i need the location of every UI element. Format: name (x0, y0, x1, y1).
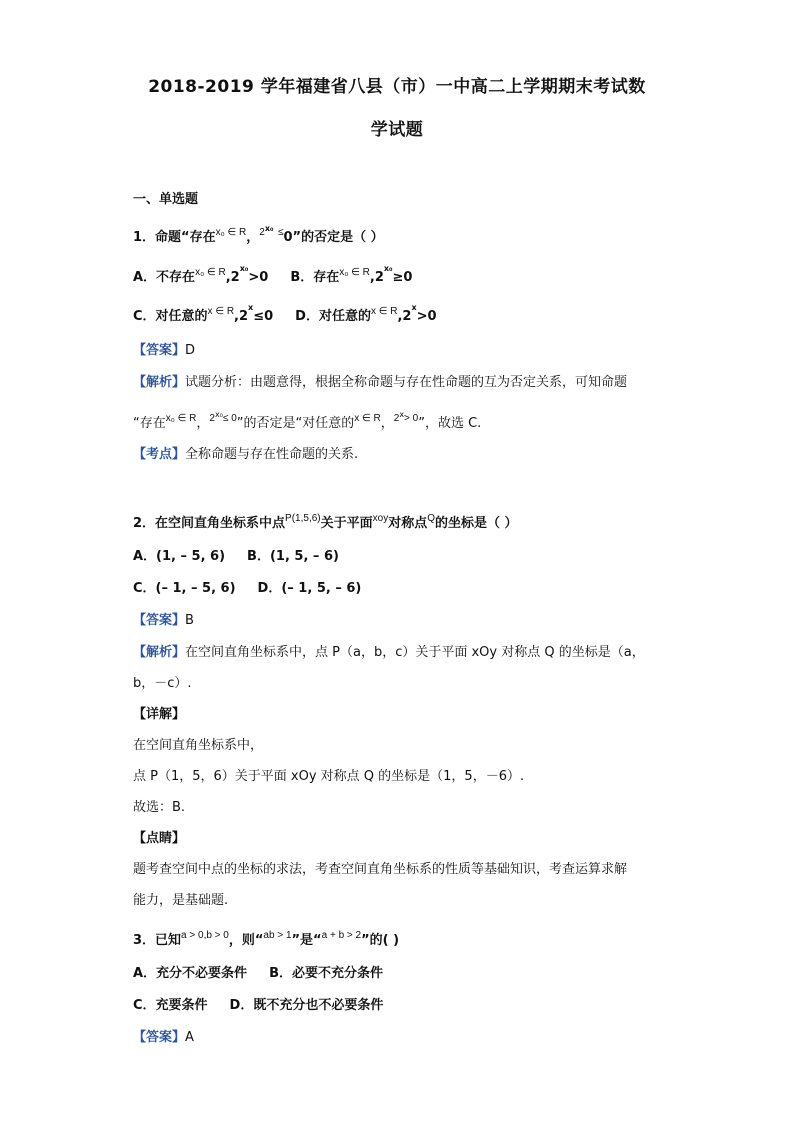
q1-stem: 1．命题“存在$^{x_0 \in R}$，$^{2x_0}$ ≤0”的否定是（ ） (133, 224, 384, 245)
q1-answer: 【答案】D (133, 343, 196, 358)
q1-point: 【考点】全称命题与存在性命题的关系. (133, 447, 359, 462)
q2-answer: 【答案】B (133, 613, 194, 628)
q3-options-ab: A．充分不必要条件 B．必要不充分条件 (133, 966, 383, 981)
section-heading: 一、单选题 (133, 192, 199, 207)
q2-options-cd: C．(– 1, – 5, 6) D．(– 1, 5, – 6) (133, 581, 362, 596)
q3-options-cd: C．充要条件 D．既不充分也不必要条件 (133, 998, 384, 1013)
q2-comment-1: 题考查空间中点的坐标的求法，考查空间直角坐标系的性质等基础知识，考查运算求解 (133, 862, 628, 877)
title-line-2: 学试题 (370, 120, 424, 140)
q1-options-cd: C．对任意的$^{x \in R},2^x\le 0$ D．对任意的$^{x \in R},2^x>0$ (133, 303, 437, 324)
q2-stem: 2．在空间直角坐标系中点$^{P(1,5,6)}$关于平面$^{xoy}$对称点$^Q$的坐标是（ ） (133, 513, 518, 531)
q1-options-ab: A．不存在$^{x_0 \in R},2^{x_0}>0$ B．存在$^{x_0 \in R},2^{x_0}\ge 0$ (133, 264, 413, 285)
q2-detail-2: 点 P（1，5，6）关于平面 xOy 对称点 Q 的坐标是（1，5，－6）. (133, 769, 525, 784)
q2-detail-tag: 【详解】 (133, 707, 186, 722)
q1-analysis-1: 【解析】试题分析：由题意得，根据全称命题与存在性命题的互为否定关系，可知命题 (133, 375, 628, 390)
q2-comment-2: 能力，是基础题. (133, 893, 229, 908)
q3-stem: 3．已知$^{a > 0,b > 0}$，则“$^{ab > 1}$”是“$^{a + b > 2}$”的( ) (133, 930, 400, 948)
q2-detail-3: 故选：B. (133, 800, 186, 815)
q2-detail-1: 在空间直角坐标系中， (133, 738, 264, 753)
q2-comment-tag: 【点睛】 (133, 831, 186, 846)
q1-analysis-2: “存在$^{x_0 \in R}$，$^{2x_0\le 0}$”的否定是“对任意的$^{x \in R}$，$^{2x> 0}$”，故选 C. (133, 410, 482, 431)
q3-answer: 【答案】A (133, 1030, 194, 1045)
q2-options-ab: A．(1, – 5, 6) B．(1, 5, – 6) (133, 549, 339, 564)
q2-analysis-1: 【解析】在空间直角坐标系中，点 P（a，b，c）关于平面 xOy 对称点 Q 的坐标是（a， (133, 645, 645, 660)
q2-analysis-2: b，－c）. (133, 676, 192, 691)
title-line-1: 2018-2019 学年福建省八县（市）一中高二上学期期末考试数 (148, 77, 646, 97)
